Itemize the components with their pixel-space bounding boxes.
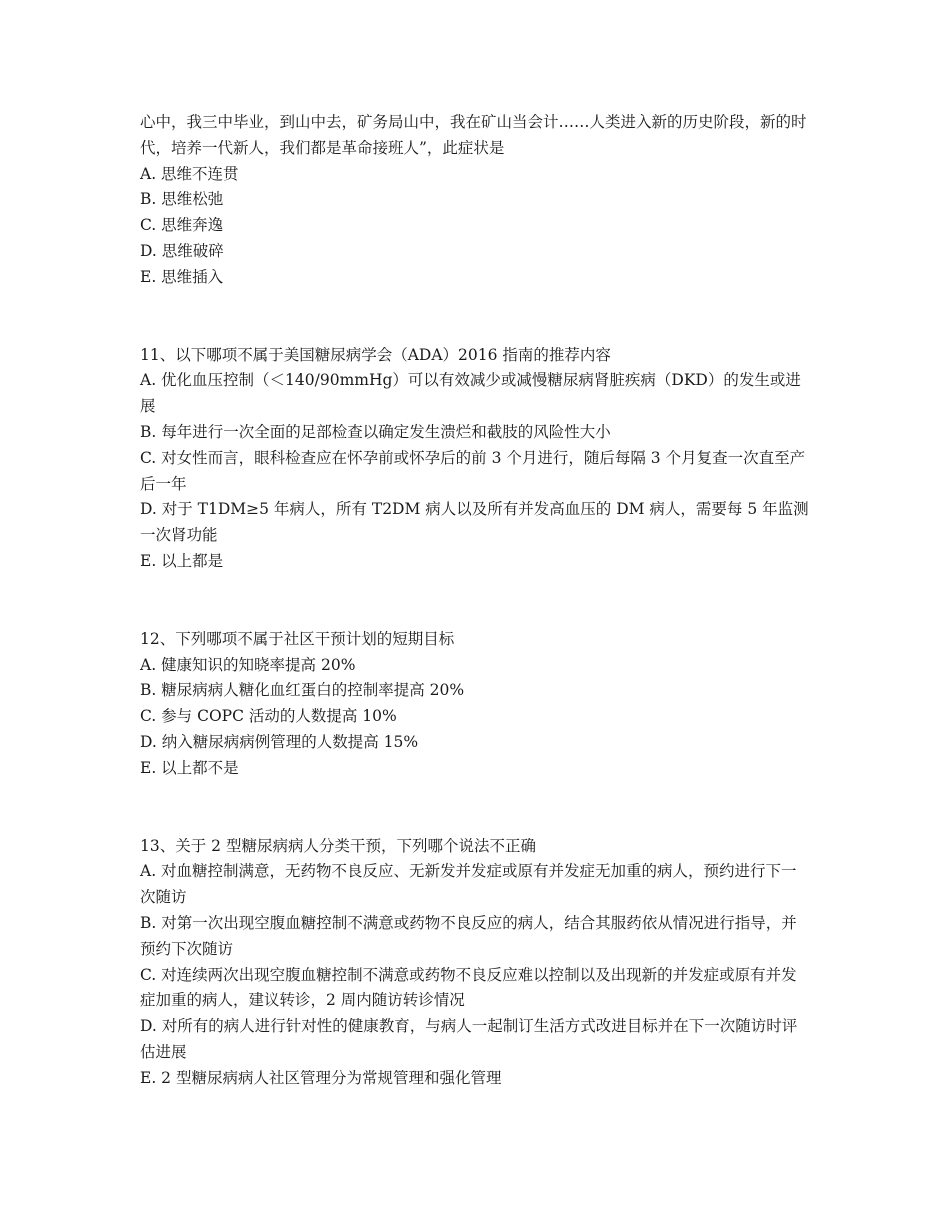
question-12 — [140, 627, 812, 782]
question-stem: 11、以下哪项不属于美国糖尿病学会（ADA）2016 指南的推荐内容 — [140, 345, 611, 364]
option-a: A. 优化血压控制（＜140/90mmHg）可以有效减少或减慢糖尿病肾脏疾病（DKD）的发生或进展 — [140, 371, 801, 416]
question-11 — [140, 343, 812, 575]
option-b: B. 对第一次出现空腹血糖控制不满意或药物不良反应的病人，结合其服药依从情况进行指导，并预约下次随访 — [140, 913, 797, 958]
option-c: C. 对连续两次出现空腹血糖控制不满意或药物不良反应难以控制以及出现新的并发症或原有并发症加重的病人，建议转诊，2 周内随访转诊情况 — [140, 965, 797, 1010]
option-d: D. 思维破碎 — [140, 241, 224, 260]
question-stem: 心中，我三中毕业，到山中去，矿务局山中，我在矿山当会计……人类进入新的历史阶段，新的时代，培养一代新人，我们都是革命接班人”，此症状是 — [140, 113, 807, 157]
option-b: B. 思维松弛 — [140, 190, 224, 209]
option-b: B. 每年进行一次全面的足部检查以确定发生溃烂和截肢的风险性大小 — [140, 422, 611, 441]
option-d: D. 对所有的病人进行针对性的健康教育，与病人一起制订生活方式改进目标并在下一次随访时评估进展 — [140, 1017, 798, 1061]
option-e: E. 以上都是 — [140, 551, 224, 570]
option-e: E. 2 型糖尿病病人社区管理分为常规管理和强化管理 — [140, 1068, 502, 1087]
option-d: D. 对于 T1DM≥5 年病人，所有 T2DM 病人以及所有并发高血压的 DM 病人，需要每 5 年监测一次肾功能 — [140, 500, 809, 545]
option-b: B. 糖尿病病人糖化血红蛋白的控制率提高 20% — [140, 681, 465, 700]
document-page — [140, 110, 812, 1092]
option-d: D. 纳入糖尿病病例管理的人数提高 15% — [140, 732, 419, 751]
option-c: C. 思维奔逸 — [140, 216, 224, 235]
question-10-continuation — [140, 110, 812, 291]
option-a: A. 对血糖控制满意，无药物不良反应、无新发并发症或原有并发症无加重的病人，预约进行下一次随访 — [140, 862, 797, 907]
option-a: A. 思维不连贯 — [140, 164, 239, 183]
option-e: E. 思维插入 — [140, 267, 224, 286]
option-c: C. 对女性而言，眼科检查应在怀孕前或怀孕后的前 3 个月进行，随后每隔 3 个月复查一次直至产后一年 — [140, 448, 806, 493]
option-a: A. 健康知识的知晓率提高 20% — [140, 655, 356, 674]
option-c: C. 参与 COPC 活动的人数提高 10% — [140, 707, 397, 726]
question-stem: 12、下列哪项不属于社区干预计划的短期目标 — [140, 629, 455, 648]
option-e: E. 以上都不是 — [140, 758, 239, 777]
question-stem: 13、关于 2 型糖尿病病人分类干预，下列哪个说法不正确 — [140, 836, 536, 855]
question-13 — [140, 834, 812, 1092]
